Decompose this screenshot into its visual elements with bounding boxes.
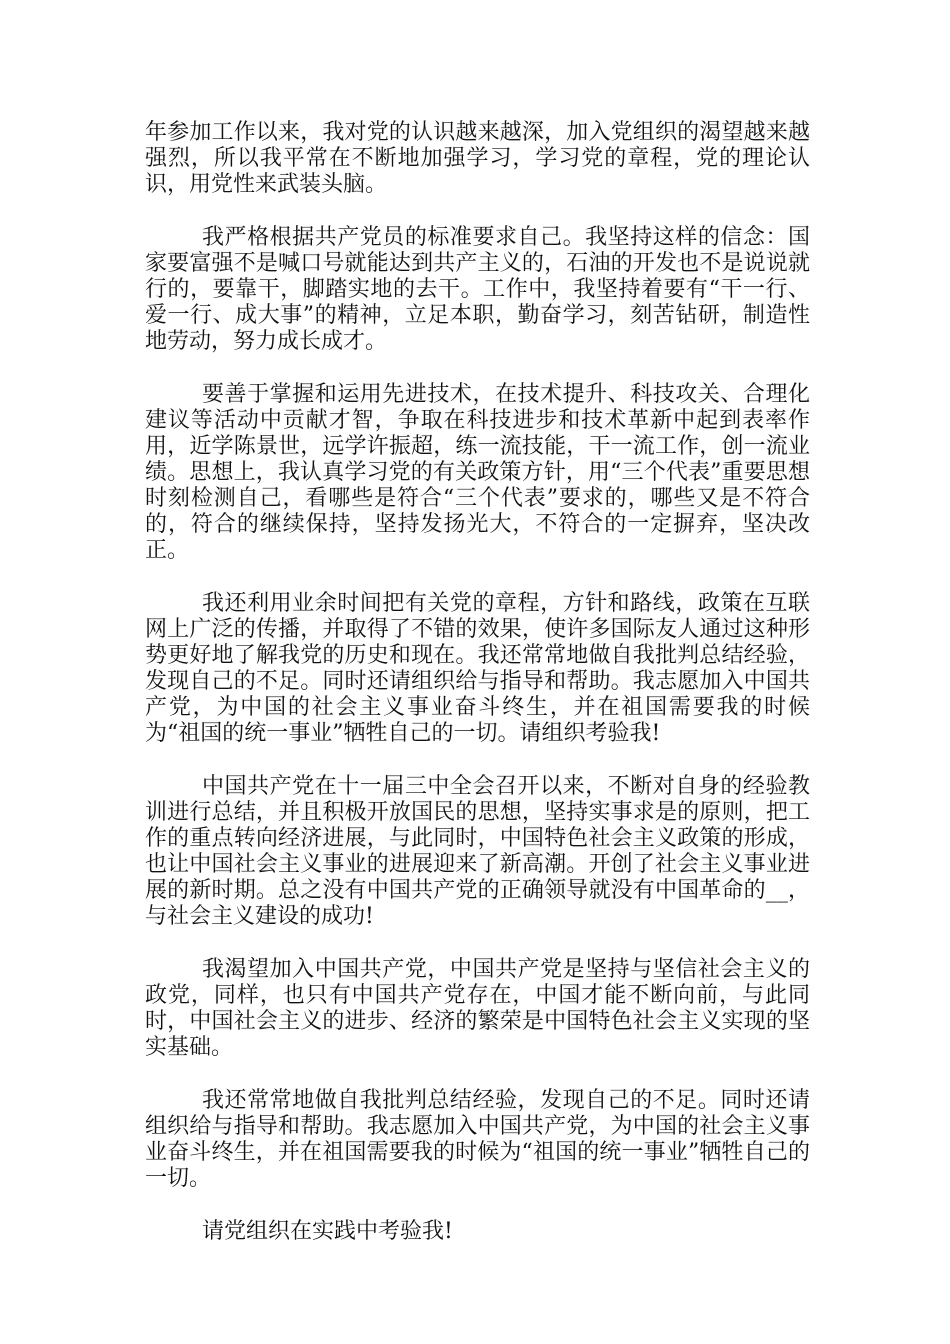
paragraph-3: 要善于掌握和运用先进技术，在技术提升、科技攻关、合理化建议等活动中贡献才智，争取在科技进步和技术革新中起到表率作用，近学陈景世，远学许振超，练一流技能，干一流工作，创一流业绩。思想上，我认真学习党的有关政策方针，用“三个代表”重要思想时刻检测自己，看哪些是符合“三个代表”要求的，哪些又是不符合的，符合的继续保持，坚持发扬光大，不符合的一定摒弃，坚决改正。 — [145, 382, 810, 563]
paragraph-5: 中国共产党在十一届三中全会召开以来，不断对自身的经验教训进行总结，并且积极开放国民的思想，坚持实事求是的原则，把工作的重点转向经济进展，与此同时，中国特色社会主义政策的形成，也让中国社会主义事业的进展迎来了新高潮。开创了社会主义事业进展的新时期。总之没有中国共产党的正确领导就没有中国革命的__，与社会主义建设的成功! — [145, 774, 810, 929]
paragraph-6: 我渴望加入中国共产党，中国共产党是坚持与坚信社会主义的政党，同样，也只有中国共产党存在，中国才能不断向前，与此同时，中国社会主义的进步、经济的繁荣是中国特色社会主义实现的坚实基础。 — [145, 957, 810, 1060]
paragraph-4: 我还利用业余时间把有关党的章程，方针和路线，政策在互联网上广泛的传播，并取得了不错的效果，使许多国际友人通过这种形势更好地了解我党的历史和现在。我还常常地做自我批判总结经验，发现自己的不足。同时还请组织给与指导和帮助。我志愿加入中国共产党，为中国的社会主义事业奋斗终生，并在祖国需要我的时候为“祖国的统一事业”牺牲自己的一切。请组织考验我! — [145, 591, 810, 746]
paragraph-2: 我严格根据共产党员的标准要求自己。我坚持这样的信念：国家要富强不是喊口号就能达到共产主义的，石油的开发也不是说说就行的，要靠干，脚踏实地的去干。工作中，我坚持着要有“干一行、爱一行、成大事”的精神，立足本职，勤奋学习，刻苦钻研，制造性地劳动，努力成长成才。 — [145, 225, 810, 354]
paragraph-1: 年参加工作以来，我对党的认识越来越深，加入党组织的渴望越来越强烈，所以我平常在不断地加强学习，学习党的章程，党的理论认识，用党性来武装头脑。 — [145, 120, 810, 197]
paragraph-8: 请党组织在实践中考验我! — [202, 1219, 453, 1244]
document-body — [145, 120, 810, 1272]
paragraph-7: 我还常常地做自我批判总结经验，发现自己的不足。同时还请组织给与指导和帮助。我志愿加入中国共产党，为中国的社会主义事业奋斗终生，并在祖国需要我的时候为“祖国的统一事业”牺牲自己的一切。 — [145, 1088, 810, 1191]
